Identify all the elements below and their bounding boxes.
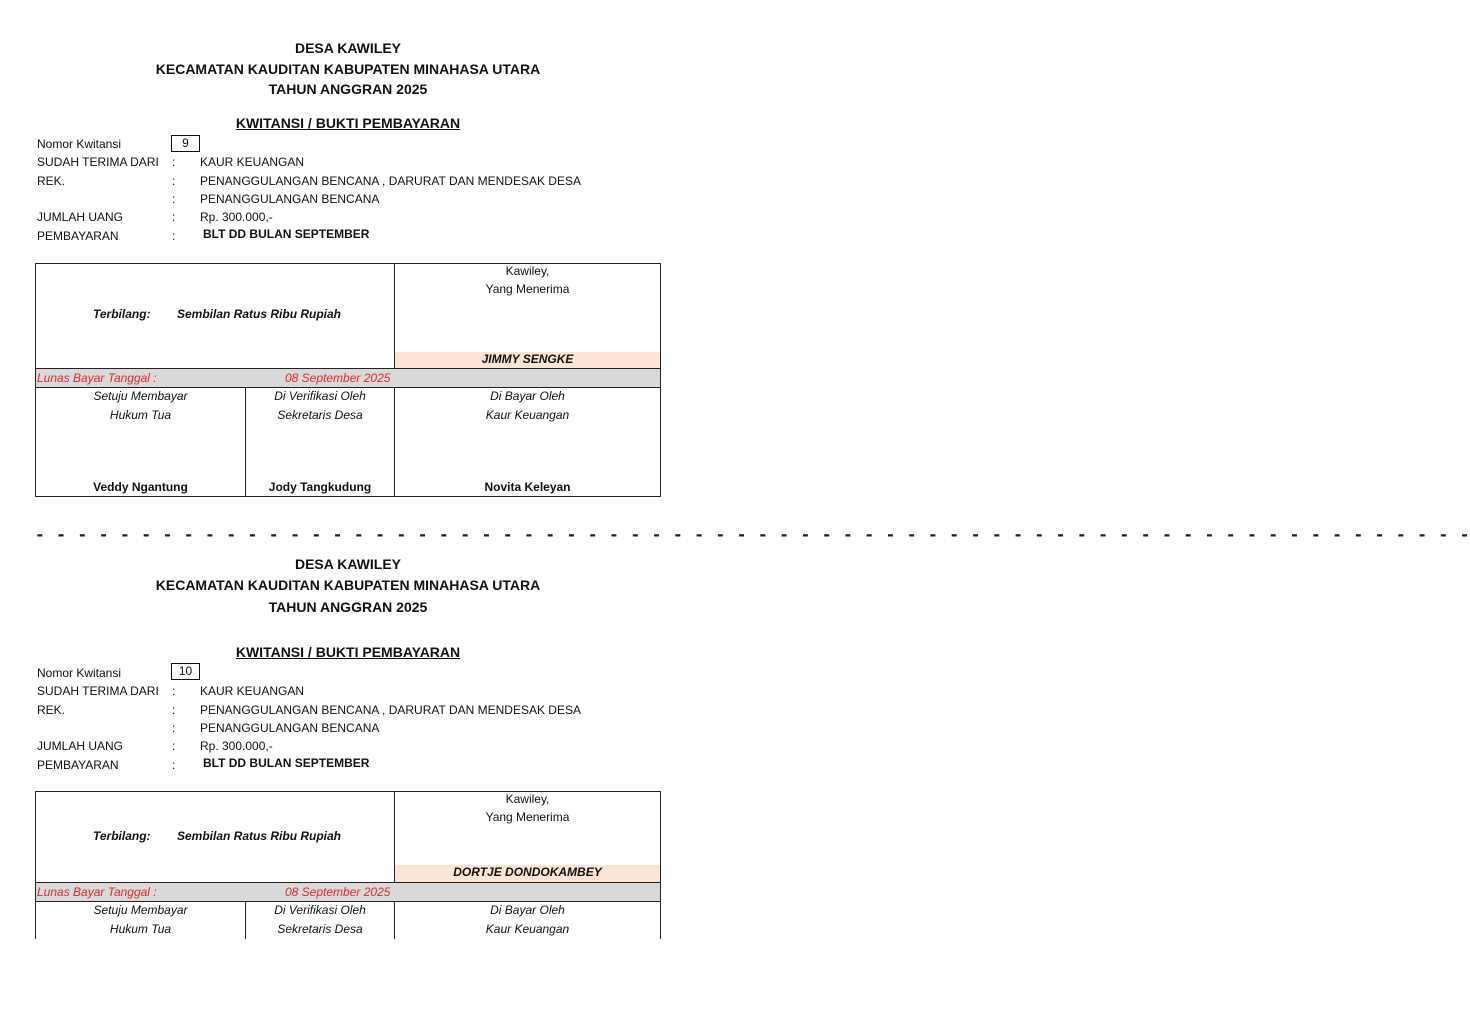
sign-role: Di Verifikasi Oleh bbox=[274, 389, 366, 403]
lunas-label: Lunas Bayar Tanggal : bbox=[37, 885, 157, 899]
sign-position: Hukum Tua bbox=[109, 922, 172, 936]
lunas-date: 08 September 2025 bbox=[285, 885, 391, 899]
receiver-name: DORTJE DONDOKAMBEY bbox=[453, 865, 602, 879]
receiver-name: JIMMY SENGKE bbox=[481, 352, 574, 366]
field-label: SUDAH TERIMA DARI bbox=[37, 155, 159, 169]
receiver-title: Yang Menerima bbox=[485, 810, 570, 824]
field-colon: : bbox=[172, 155, 176, 169]
receipt-number-label: Nomor Kwitansi bbox=[37, 666, 122, 680]
receipt-number-box bbox=[171, 663, 200, 680]
cut-line: - - - - - - - - - - - - - - - - - - - - - - - - - - - - - - - - - - - - - - - - - - - - - - - - - - - - - - - - - - - - - - - - - - - - bbox=[35, 525, 1470, 544]
field-value-account: PENANGGULANGAN BENCANA , DARURAT DAN MENDESAK DESA bbox=[200, 703, 581, 717]
field-value-received-from: KAUR KEUANGAN bbox=[200, 684, 305, 698]
field-colon: : bbox=[172, 739, 176, 753]
lunas-label: Lunas Bayar Tanggal : bbox=[37, 371, 157, 385]
field-colon: : bbox=[172, 229, 176, 243]
sign-role: Setuju Membayar bbox=[93, 389, 188, 403]
receipt-table bbox=[35, 263, 661, 497]
field-value-amount: Rp. 300.000,- bbox=[200, 210, 273, 224]
terbilang-label: Terbilang: bbox=[93, 307, 151, 321]
sign-name: Jody Tangkudung bbox=[268, 480, 372, 494]
field-value-account: PENANGGULANGAN BENCANA , DARURAT DAN MENDESAK DESA bbox=[200, 174, 581, 188]
field-colon: : bbox=[172, 758, 176, 772]
field-colon: : bbox=[172, 703, 176, 717]
receipt-number: 9 bbox=[182, 136, 189, 150]
page-bottom-margin bbox=[0, 939, 768, 1024]
field-colon: : bbox=[172, 684, 176, 698]
field-value-account-sub: PENANGGULANGAN BENCANA bbox=[200, 192, 380, 206]
field-colon: : bbox=[172, 174, 176, 188]
field-value-received-from: KAUR KEUANGAN bbox=[200, 155, 305, 169]
sign-role: Di Bayar Oleh bbox=[490, 903, 565, 917]
village-title: DESA KAWILEY bbox=[294, 40, 402, 56]
district-title: KECAMATAN KAUDITAN KABUPATEN MINAHASA UTARA bbox=[155, 61, 541, 77]
lunas-date: 08 September 2025 bbox=[285, 371, 391, 385]
field-label: REK. bbox=[37, 703, 66, 717]
district-title: KECAMATAN KAUDITAN KABUPATEN MINAHASA UTARA bbox=[155, 577, 541, 593]
sign-position: Kaur Keuangan bbox=[485, 408, 570, 422]
terbilang-value: Sembilan Ratus Ribu Rupiah bbox=[177, 829, 342, 843]
field-value-amount: Rp. 300.000,- bbox=[200, 739, 273, 753]
field-label: SUDAH TERIMA DARI bbox=[37, 684, 159, 698]
receipt-table bbox=[35, 791, 661, 951]
village-title: DESA KAWILEY bbox=[294, 556, 402, 572]
receipt-title: KWITANSI / BUKTI PEMBAYARAN bbox=[235, 644, 461, 660]
sign-position: Sekretaris Desa bbox=[277, 922, 363, 936]
sign-role: Di Verifikasi Oleh bbox=[274, 903, 366, 917]
sign-name: Veddy Ngantung bbox=[93, 480, 188, 494]
sign-role: Di Bayar Oleh bbox=[490, 389, 565, 403]
sign-role: Setuju Membayar bbox=[93, 903, 188, 917]
receipt-number: 10 bbox=[178, 664, 193, 678]
place-text: Kawiley, bbox=[505, 792, 550, 806]
year-title: TAHUN ANGGRAN 2025 bbox=[268, 599, 428, 615]
field-colon: : bbox=[172, 721, 176, 735]
field-colon: : bbox=[172, 192, 176, 206]
field-value-payment: BLT DD BULAN SEPTEMBER bbox=[203, 227, 370, 241]
field-label: JUMLAH UANG bbox=[37, 739, 124, 753]
field-colon: : bbox=[172, 210, 176, 224]
field-label: PEMBAYARAN bbox=[37, 758, 119, 772]
field-value-payment: BLT DD BULAN SEPTEMBER bbox=[203, 756, 370, 770]
sign-name: Novita Keleyan bbox=[484, 480, 571, 494]
terbilang-label: Terbilang: bbox=[93, 829, 151, 843]
field-label: JUMLAH UANG bbox=[37, 210, 124, 224]
sign-position: Sekretaris Desa bbox=[277, 408, 363, 422]
year-title: TAHUN ANGGRAN 2025 bbox=[268, 81, 428, 97]
sign-position: Kaur Keuangan bbox=[485, 922, 570, 936]
field-label: REK. bbox=[37, 174, 66, 188]
field-value-account-sub: PENANGGULANGAN BENCANA bbox=[200, 721, 380, 735]
receiver-title: Yang Menerima bbox=[485, 282, 570, 296]
field-label: PEMBAYARAN bbox=[37, 229, 119, 243]
receipt-number-label: Nomor Kwitansi bbox=[37, 137, 122, 151]
receipt-title: KWITANSI / BUKTI PEMBAYARAN bbox=[235, 115, 461, 131]
sign-position: Hukum Tua bbox=[109, 408, 172, 422]
receipt-number-box bbox=[171, 135, 200, 152]
terbilang-value: Sembilan Ratus Ribu Rupiah bbox=[177, 307, 342, 321]
place-text: Kawiley, bbox=[505, 264, 550, 278]
